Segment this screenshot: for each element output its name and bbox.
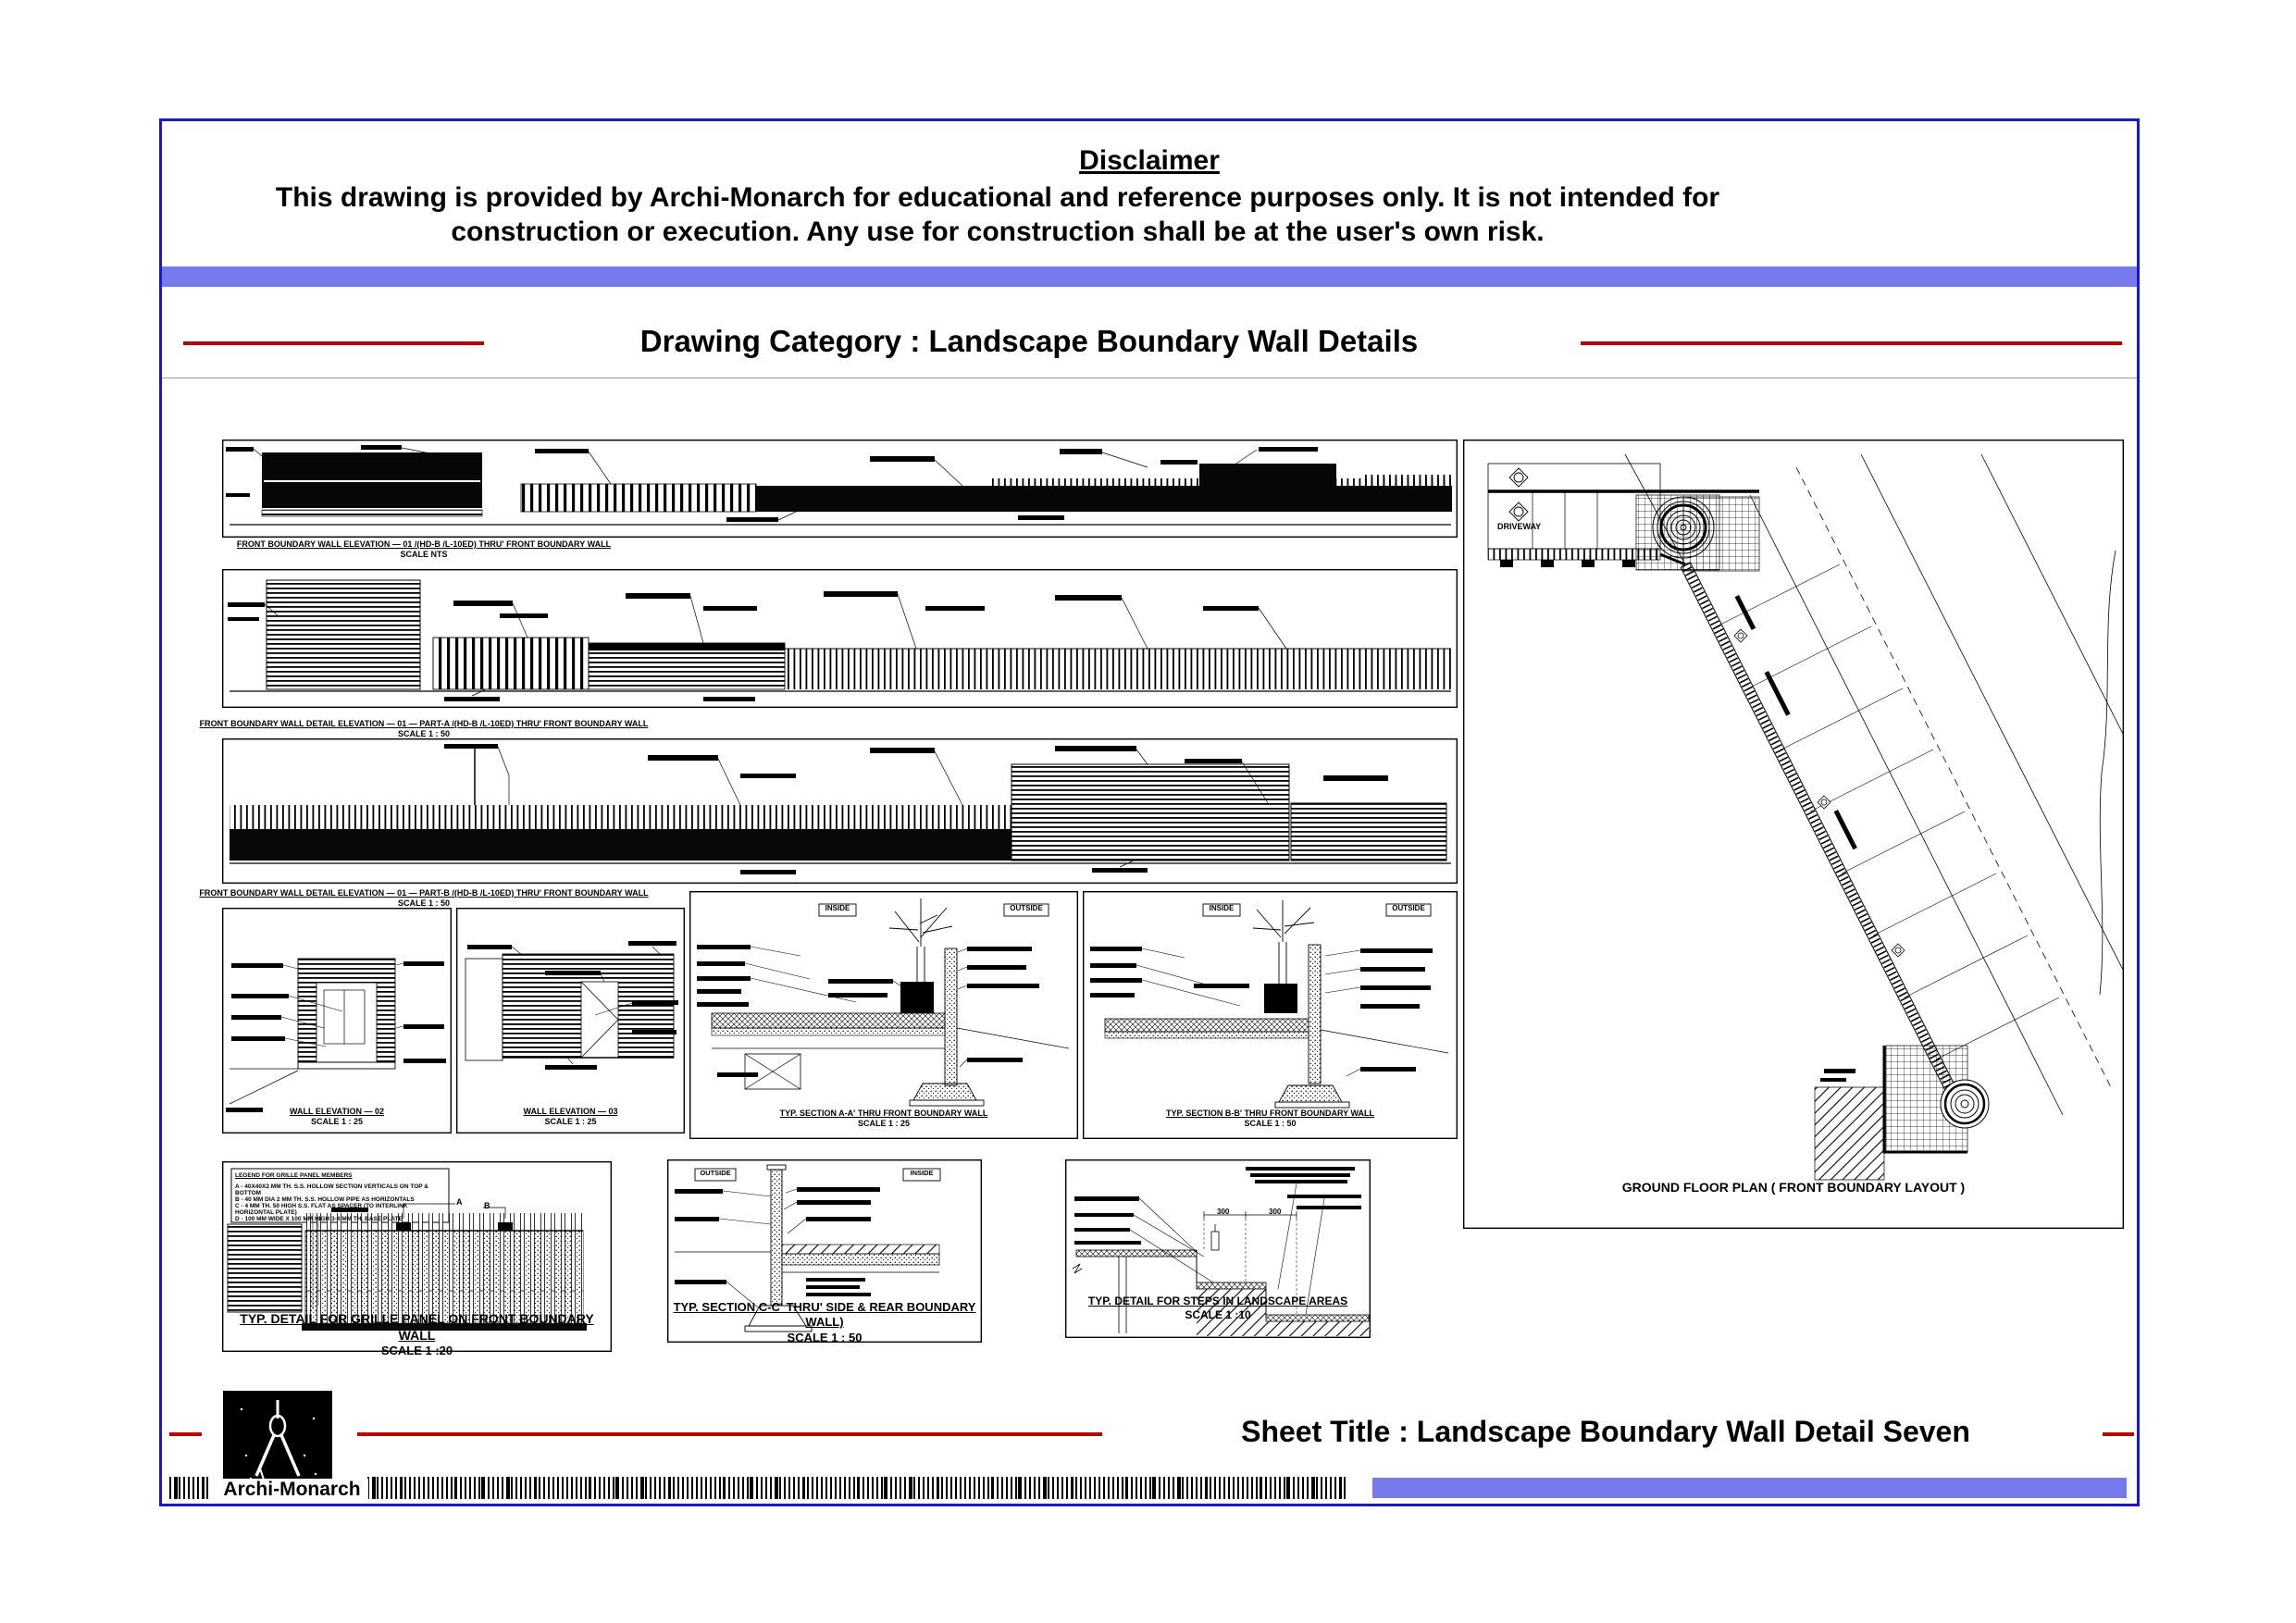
disclaimer-line2: construction or execution. Any use for construction shall be at the user's own risk. bbox=[451, 217, 1545, 247]
elevation-part-b-drawing bbox=[222, 738, 1458, 884]
brand-name: Archi-Monarch bbox=[216, 1479, 368, 1501]
elevation-01-drawing bbox=[222, 440, 1458, 538]
ground-floor-plan-drawing bbox=[1463, 440, 2124, 1229]
plan-caption: GROUND FLOOR PLAN ( FRONT BOUNDARY LAYOUT ) bbox=[1621, 1180, 1966, 1195]
section-aa-outside-label: OUTSIDE bbox=[1010, 904, 1043, 912]
grille-legend-item-d: D - 100 MM WIDE X 100 MM HIGH 3-4 MM TH. BASE PLATE bbox=[235, 1216, 403, 1222]
grille-tag-b: B bbox=[484, 1201, 490, 1210]
steps-dim-2: 300 bbox=[1269, 1208, 1282, 1216]
steps-dim-1: 300 bbox=[1217, 1208, 1230, 1216]
plan-driveway-label: DRIVEWAY bbox=[1497, 522, 1542, 531]
grille-legend-item-a: A - 40X40X2 MM TH. S.S. HOLLOW SECTION VERTICALS ON TOP & BOTTOM bbox=[235, 1183, 428, 1196]
section-aa-inside-label: INSIDE bbox=[825, 904, 850, 912]
category-rule-left bbox=[183, 341, 484, 345]
section-bb-caption: TYP. SECTION B-B' THRU FRONT BOUNDARY WALL SCALE 1 : 50 bbox=[1166, 1109, 1374, 1129]
header-accent-bar bbox=[162, 266, 2137, 287]
section-cc-caption: TYP. SECTION C-C' THRU' SIDE & REAR BOUNDARY WALL) SCALE 1 : 50 bbox=[673, 1300, 976, 1344]
wall-elevation-03-drawing bbox=[456, 908, 685, 1134]
archi-monarch-logo bbox=[223, 1391, 332, 1485]
section-bb-drawing bbox=[1083, 891, 1458, 1139]
elevation-part-a-drawing bbox=[222, 569, 1458, 708]
wall-elevation-02-drawing bbox=[222, 908, 452, 1134]
disclaimer-title: Disclaimer bbox=[1079, 145, 1220, 176]
section-bb-outside-label: OUTSIDE bbox=[1392, 904, 1425, 912]
grille-tag-a: A bbox=[456, 1197, 463, 1207]
elevation-part-b-caption: FRONT BOUNDARY WALL DETAIL ELEVATION — 01 — PART-B /(HD-B /L-10ED) THRU' FRONT BOUNDARY WALL SCALE 1 : 50 bbox=[199, 888, 649, 909]
elevation-part-a-caption: FRONT BOUNDARY WALL DETAIL ELEVATION — 01 — PART-A /(HD-B /L-10ED) THRU' FRONT BOUNDARY WALL SCALE 1 : 50 bbox=[199, 719, 649, 739]
section-aa-caption: TYP. SECTION A-A' THRU FRONT BOUNDARY WALL SCALE 1 : 25 bbox=[779, 1109, 988, 1129]
section-cc-outside-label: OUTSIDE bbox=[700, 1169, 731, 1177]
footer-accent-bar bbox=[1372, 1478, 2127, 1498]
category-rule-right bbox=[1581, 341, 2122, 345]
section-aa-drawing bbox=[689, 891, 1078, 1139]
grille-caption: TYP. DETAIL FOR GRILLE PANEL ON FRONT BOUNDARY WALL SCALE 1 :20 bbox=[240, 1311, 594, 1357]
barcode-small bbox=[169, 1477, 211, 1499]
grille-legend-item-b: B - 40 MM DIA 2 MM TH. S.S. HOLLOW PIPE AS HORIZONTALS bbox=[235, 1196, 415, 1203]
footer-rule bbox=[357, 1432, 1102, 1436]
footer-rule-dash-left bbox=[169, 1432, 202, 1436]
grille-legend-item-c: C - 4 MM TH. 50 HIGH S.S. FLAT AS SPACER (TO INTERLINK HORIZONTAL PLATE) bbox=[235, 1203, 408, 1216]
footer-rule-dash-right bbox=[2103, 1432, 2134, 1436]
disclaimer-line1: This drawing is provided by Archi-Monarch for educational and reference purposes only. It is not intended for bbox=[275, 182, 1720, 213]
category-title: Drawing Category : Landscape Boundary Wall Details bbox=[639, 324, 1419, 358]
section-bb-inside-label: INSIDE bbox=[1209, 904, 1235, 912]
grille-legend-title: LEGEND FOR GRILLE PANEL MEMBERS bbox=[235, 1172, 353, 1179]
barcode-long bbox=[367, 1477, 1347, 1499]
elevation-01-caption: FRONT BOUNDARY WALL ELEVATION — 01 /(HD-B /L-10ED) THRU' FRONT BOUNDARY WALL SCALE NTS bbox=[236, 539, 612, 560]
wall-elevation-03-caption: WALL ELEVATION — 03 SCALE 1 : 25 bbox=[523, 1107, 618, 1127]
section-cc-inside-label: INSIDE bbox=[910, 1169, 934, 1177]
wall-elevation-02-caption: WALL ELEVATION — 02 SCALE 1 : 25 bbox=[289, 1107, 384, 1127]
grille-legend bbox=[235, 1172, 448, 1222]
steps-caption: TYP. DETAIL FOR STEPS IN LANDSCAPE AREAS SCALE 1 :10 bbox=[1087, 1295, 1348, 1321]
sheet-title: Sheet Title : Landscape Boundary Wall Detail Seven bbox=[1241, 1415, 1970, 1448]
sheet-border bbox=[159, 118, 2140, 1506]
